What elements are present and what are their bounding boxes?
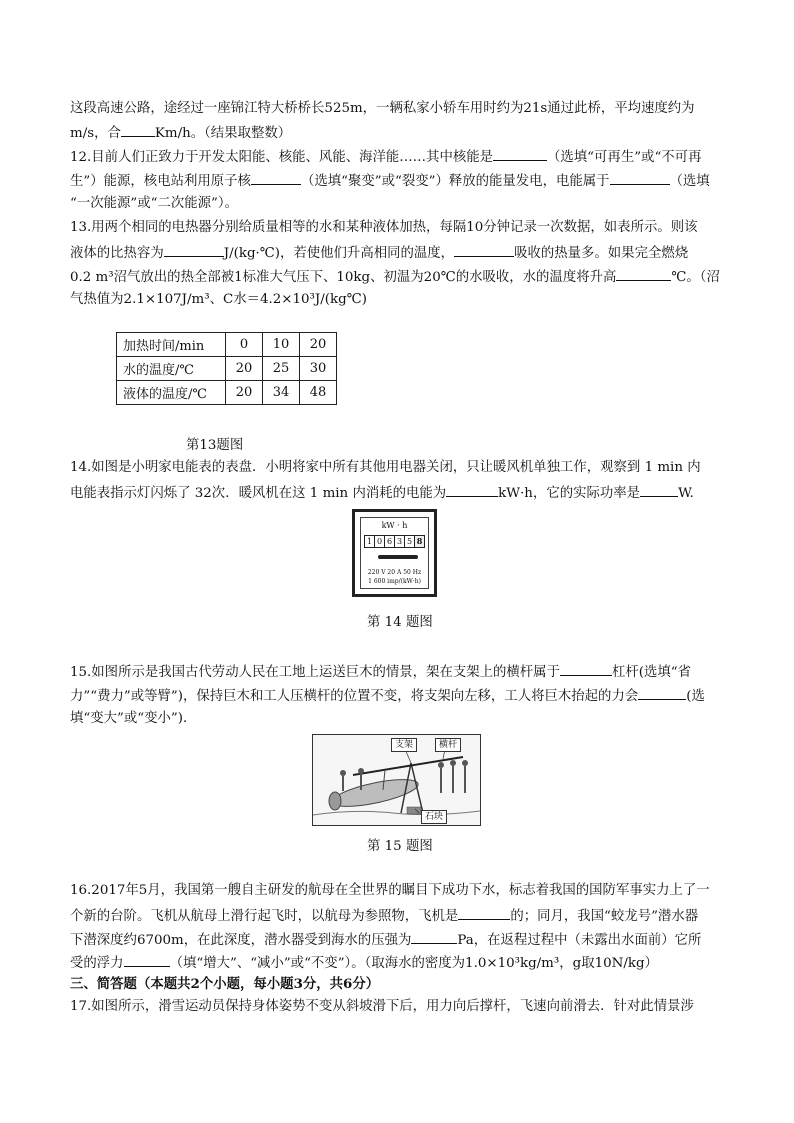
q13-text-e: ℃。（沼 (671, 270, 720, 285)
q12-text-c: 生”）能源，核电站利用原子核 (70, 174, 251, 189)
table-cell: 20 (300, 333, 337, 357)
q13-line2 (70, 243, 688, 263)
q16-text-e: 受的浮力 (70, 956, 124, 971)
meter-spec-imp: 1 600 imp/(kW·h) (368, 578, 421, 585)
electricity-meter-figure (352, 509, 437, 597)
q15-text-b: 杠杆(选填“省 (611, 665, 691, 680)
table-cell: 水的温度/℃ (117, 357, 226, 381)
q13-line1: 13.用两个相同的电热器分别给质量相等的水和某种液体加热，每隔10分钟记录一次数据，如表所示。则该 (70, 220, 698, 235)
q15-text-c: 力”“费力”或等臂”)，保持巨木和工人压横杆的位置不变，将支架向左移，工人将巨木抬起的力会 (70, 689, 639, 704)
q13-blank-3[interactable] (616, 267, 671, 281)
q14-line2 (70, 483, 694, 503)
q12-line1 (70, 147, 701, 167)
meter-face (360, 517, 429, 589)
q13-text-d: 0.2 m³沼气放出的热全部被1标准大气压下、10kg、初温为20℃的水吸收，水的温度将升高 (70, 270, 617, 285)
meter-digit: 1 (364, 535, 375, 548)
q12-text-e: （选填 (669, 174, 710, 189)
q16-blank-2[interactable] (411, 930, 457, 944)
table-row (117, 381, 337, 405)
table-cell: 0 (226, 333, 263, 357)
q14-text-a: 电能表指示灯闪烁了 32次．暖风机在这 1 min 内消耗的电能为 (70, 486, 447, 501)
label-support: 支架 (391, 738, 417, 752)
q15-text-a: 15.如图所示是我国古代劳动人民在工地上运送巨木的情景，架在支架上的横杆属于 (70, 665, 560, 680)
q15-line1 (70, 662, 691, 682)
table-cell: 20 (226, 381, 263, 405)
q14-line1: 14.如图是小明家电能表的表盘．小明将家中所有其他用电器关闭，只让暖风机单独工作，观察到 1 min 内 (70, 460, 701, 475)
q16-blank-1[interactable] (458, 906, 510, 920)
table-row (117, 357, 337, 381)
q12-text-b: （选填“可再生”或“不可再 (547, 150, 702, 165)
meter-unit: kW · h (381, 521, 408, 530)
label-stone: 石块 (421, 810, 447, 824)
q15-caption: 第 15 题图 (367, 839, 433, 854)
q16-text-b: 的；同月，我国“蛟龙号”潜水器 (510, 909, 699, 924)
q13-line3 (70, 267, 720, 287)
q16-text-f: （填“增大”、“减小”或“不变”）。（取海水的密度为1.0×10³kg/m³，g取10N/kg） (169, 956, 658, 971)
q12-blank-2[interactable] (251, 171, 301, 185)
q16-text-d: Pa，在返程过程中（未露出水面前）它所 (457, 933, 702, 948)
table-cell: 液体的温度/℃ (117, 381, 226, 405)
q12-line3: “一次能源”或“二次能源”）。 (70, 196, 238, 211)
label-lever: 横杆 (435, 738, 461, 752)
q14-blank-2[interactable] (640, 483, 678, 497)
meter-digit-decimal: 8 (414, 535, 425, 548)
q11-blank-speed[interactable] (121, 123, 155, 137)
q15-blank-1[interactable] (560, 662, 612, 676)
q13-text-a: 液体的比热容为 (70, 246, 164, 261)
q16-blank-3[interactable] (124, 953, 170, 967)
q11-line2-text-b: Km/h。（结果取整数） (154, 126, 292, 141)
table-cell: 48 (300, 381, 337, 405)
q12-blank-3[interactable] (610, 171, 670, 185)
table-cell: 30 (300, 357, 337, 381)
table-cell: 20 (226, 357, 263, 381)
q11-line2 (70, 123, 291, 143)
q16-line1: 16.2017年5月，我国第一艘自主研发的航母在全世界的瞩目下成功下水，标志着我国的国防军事实力上了一 (70, 883, 710, 898)
q13-line4: 气热值为2.1×107J/m³、C水＝4.2×10³J/(kg℃) (70, 292, 367, 307)
q14-caption: 第 14 题图 (367, 615, 433, 630)
q12-text-d: （选填“聚变”或“裂变”）释放的能量发电，电能属于 (300, 174, 610, 189)
table-cell: 34 (263, 381, 300, 405)
table-row (117, 333, 337, 357)
meter-digit: 6 (384, 535, 395, 548)
meter-digit: 3 (394, 535, 405, 548)
q13-blank-2[interactable] (454, 243, 514, 257)
meter-disk (378, 555, 418, 559)
q13-text-b: J/(kg·℃)，若使他们升高相同的温度， (223, 246, 455, 261)
q16-text-a: 个新的台阶。飞机从航母上滑行起飞时，以航母为参照物，飞机是 (70, 909, 459, 924)
q16-line4 (70, 953, 658, 973)
q11-line2-text-a: m/s，合 (70, 126, 121, 141)
table-cell: 10 (263, 333, 300, 357)
meter-digit: 5 (404, 535, 415, 548)
q14-text-b: kW·h，它的实际功率是 (498, 486, 641, 501)
table-cell: 加热时间/min (117, 333, 226, 357)
q17-line1: 17.如图所示，滑雪运动员保持身体姿势不变从斜坡滑下后，用力向后撑杆，飞速向前滑去．针对此情景涉 (70, 999, 694, 1014)
meter-digit: 0 (374, 535, 385, 548)
q15-line3: 填“变大”或“变小”)． (70, 711, 197, 726)
q15-text-d: (选 (686, 689, 705, 704)
q14-text-c: W. (678, 486, 694, 501)
q16-line2 (70, 906, 698, 926)
q13-blank-1[interactable] (164, 243, 224, 257)
section3-heading: 三、简答题（本题共2个小题，每小题3分，共6分） (70, 976, 380, 992)
meter-spec-rating: 220 V 20 A 50 Hz (367, 569, 422, 576)
q12-text-a: 12.目前人们正致力于开发太阳能、核能、风能、海洋能……其中核能是 (70, 150, 494, 165)
q12-blank-1[interactable] (493, 147, 547, 161)
meter-digits (365, 535, 425, 548)
lever-log-illustration (312, 734, 481, 826)
q13-data-table (116, 332, 337, 405)
table-cell: 25 (263, 357, 300, 381)
q15-blank-2[interactable] (638, 686, 686, 700)
q13-text-c: 吸收的热量多。如果完全燃烧 (514, 246, 689, 261)
q15-line2 (70, 686, 705, 706)
q14-blank-1[interactable] (446, 483, 498, 497)
q16-text-c: 下潜深度约6700m，在此深度，潜水器受到海水的压强为 (70, 933, 412, 948)
q11-line1: 这段高速公路，途经过一座锦江特大桥桥长525m，一辆私家小轿车用时约为21s通过此桥，平均速度约为 (70, 101, 695, 116)
q12-line2 (70, 171, 710, 191)
q16-line3 (70, 930, 701, 950)
q13-caption: 第13题图 (186, 438, 244, 453)
